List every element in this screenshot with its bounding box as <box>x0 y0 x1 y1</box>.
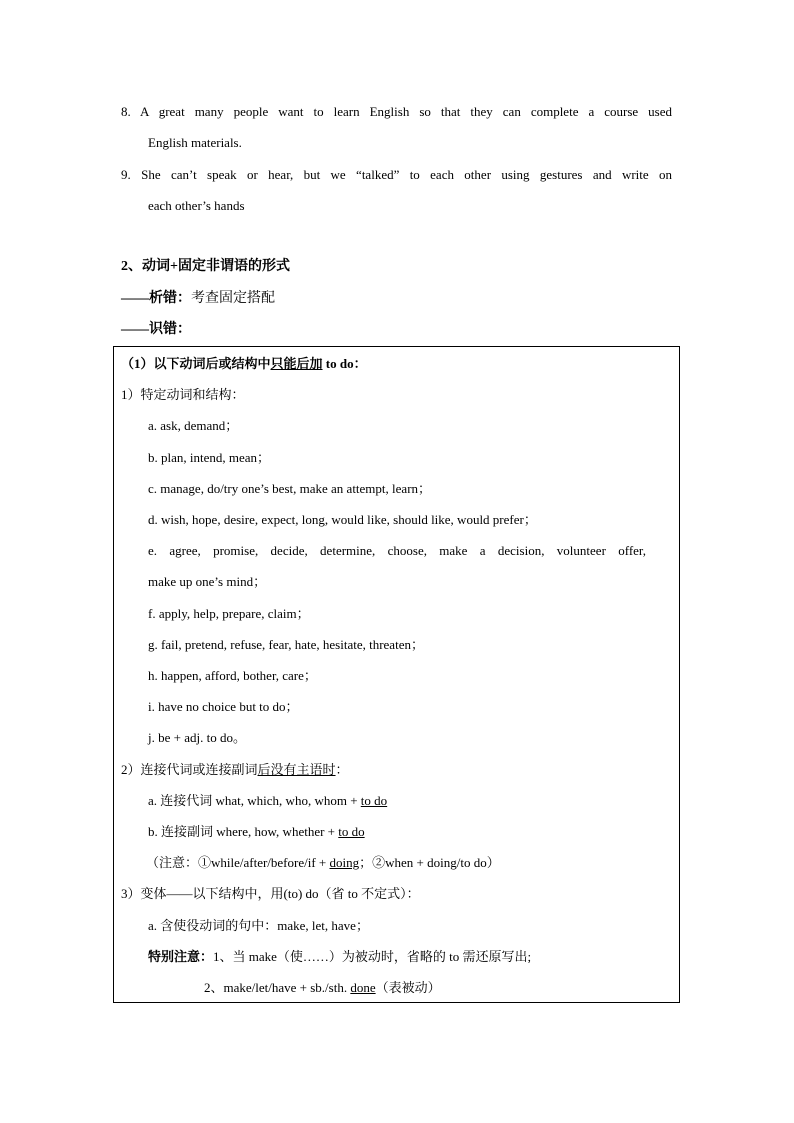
special-note-1 <box>148 948 531 966</box>
sub3-title: 3）变体——以下结构中，用(to) do（省 to 不定式）： <box>121 886 420 901</box>
list-item-a: a. ask, demand； <box>148 418 239 433</box>
sub1-title: 1）特定动词和结构： <box>121 387 245 402</box>
box-title-post: to do： <box>322 356 367 371</box>
sub2-title-pre: 2）连接代词或连接副词 <box>121 762 258 777</box>
list-item-d: d. wish, hope, desire, expect, long, would like, should like, would prefer； <box>148 512 537 527</box>
note-line <box>146 854 500 872</box>
sub2-item-b-text: b. 连接副词 where, how, whether + <box>148 824 339 839</box>
list-item-e-cont: make up one’s mind； <box>148 574 267 589</box>
box-title <box>121 355 367 373</box>
note-pre: （注意：①while/after/before/if + <box>146 855 330 870</box>
identify-label: ——识错： <box>121 322 191 337</box>
special-note-label: 特别注意： <box>148 949 214 964</box>
special-note-2-post: （表被动） <box>375 980 441 995</box>
list-item-f: f. apply, help, prepare, claim； <box>148 606 310 621</box>
list-item-j: j. be + adj. to do。 <box>148 730 246 745</box>
special-note-2 <box>204 979 441 997</box>
sub2-item-a <box>148 792 387 810</box>
sub2-item-b <box>148 823 365 841</box>
sub2-title-underlined: 后没有主语时 <box>257 762 336 777</box>
sub2-item-b-underlined: to do <box>338 824 365 839</box>
sub3-item-a: a. 含使役动词的句中：make, let, have； <box>148 918 369 933</box>
list-item-g: g. fail, pretend, refuse, fear, hate, hesitate, threaten； <box>148 637 424 652</box>
sentence-9-line-2: each other’s hands <box>148 198 245 213</box>
sentence-8-line-2: English materials. <box>148 135 242 150</box>
box-title-underlined: 只能后加 <box>270 356 323 371</box>
note-post: ；②when + doing/to do） <box>359 855 500 870</box>
analysis-text: 考查固定搭配 <box>191 291 275 306</box>
note-underlined: doing <box>329 855 360 870</box>
box-title-pre: （1）以下动词后或结构中 <box>121 356 271 371</box>
list-item-e: e. agree, promise, decide, determine, choose, make a decision, volunteer offer, <box>148 543 646 558</box>
list-item-b: b. plan, intend, mean； <box>148 450 271 465</box>
sub2-title <box>121 761 349 779</box>
sub2-item-a-text: a. 连接代词 what, which, who, whom + <box>148 793 361 808</box>
analysis-label: ——析错： <box>121 291 191 306</box>
sentence-9-line-1: 9. She can’t speak or hear, but we “talked” to each other using gestures and write on <box>121 167 672 182</box>
list-item-i: i. have no choice but to do； <box>148 699 299 714</box>
section-title: 2、动词+固定非谓语的形式 <box>121 259 290 274</box>
list-item-c: c. manage, do/try one’s best, make an attempt, learn； <box>148 481 432 496</box>
special-note-2-pre: 2、make/let/have + sb./sth. <box>204 980 351 995</box>
list-item-h: h. happen, afford, bother, care； <box>148 668 317 683</box>
special-note-1-text: 1、当 make（使……）为被动时，省略的 to 需还原写出; <box>213 949 532 964</box>
special-note-2-underlined: done <box>350 980 376 995</box>
analysis-line <box>121 290 275 308</box>
sub2-title-post: ： <box>335 762 349 777</box>
sentence-8-line-1: 8. A great many people want to learn English so that they can complete a course used <box>121 104 672 119</box>
sub2-item-a-underlined: to do <box>360 793 388 808</box>
